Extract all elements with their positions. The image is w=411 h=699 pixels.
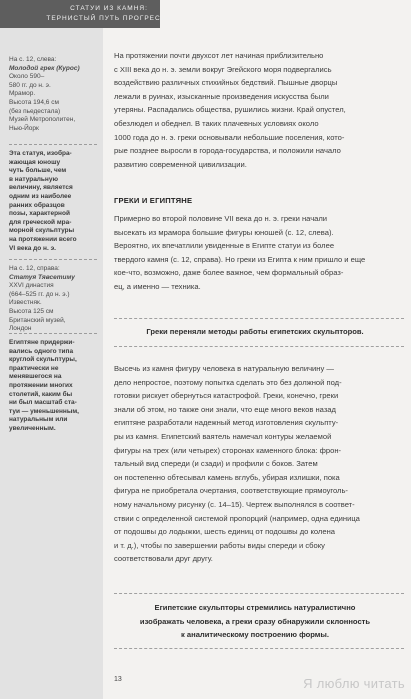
sidebar-divider (9, 144, 97, 145)
caption-left-photo: На с. 12, слева: Молодой грек (Курос) Около 590– 580 гг. до н. э. Мрамор. Высота 194,6 см (без пьедестала) Музей Метрополитен, Нью-Йорк (9, 56, 80, 132)
pull-quote-rule-bottom (114, 346, 404, 347)
page-number: 13 (114, 676, 122, 683)
paragraph-technique: Высечь из камня фигуру человека в натуральную величину — дело непростое, поэтому попытка сделать это без должной под- готовки рискует обернуться катастрофой. Греки, конечно, греки знали об этом, но также они знали, что еще много веков назад египтяне разработали надежный метод изготовления скульпту- ры из камня. Египетский ваятель намечал контуры желаемой фигуры на трех (или четырех) сторонах каменного блока: фрон- тальный вид спереди (и сзади) и профили с боков. Затем он постепенно обтесывал камень вглубь, убирая излишки, пока фигура не приобретала очертания, соответствующие прямоуголь- ному начальному рисунку (с. 14–15). Чертеж выполнялся в соответ- ствии с определенной системой пропорций (например, одна единица от подошвы до лодыжки, шесть единиц от подошвы до колена и т. д.), чтобы по завершении работы виды спереди и сбоку соответствовали друг другу. (114, 364, 360, 564)
sidebar-divider (9, 333, 97, 334)
pull-quote-2: Египетские скульпторы стремились натуралистично изображать человека, а греки сразу обнаружили склонность к аналитическому построению формы. (139, 603, 371, 640)
running-header-line2: ТЕРНИСТЫЙ ПУТЬ ПРОГРЕССА (46, 15, 172, 22)
pull-quote-1: Греки переняли методы работы египетских скульпторов. (146, 327, 364, 336)
section-heading: ГРЕКИ И ЕГИПТЯНЕ (114, 196, 193, 205)
sidebar-note-kouros: Эта статуя, изобра- жающая юношу чуть больше, чем в натуральную величину, является одним из наиболее ранних образцов позы, характерной для греческой мра- морной скульптуры на протяжении всего VI века до н. э. (9, 150, 77, 252)
pull-quote-rule-bottom (114, 648, 404, 649)
running-header-line1: СТАТУИ ИЗ КАМНЯ: (70, 5, 148, 12)
sidebar-note-egypt: Египтяне придержи- вались одного типа круглой скульптуры, практически не менявшегося на протяжении многих столетий, каким бы ни был масштаб ста- туи — уменьшенным, натуральным или увеличенным. (9, 339, 79, 432)
pull-quote-rule-top (114, 318, 404, 319)
paragraph-greeks-egyptians: Примерно во второй половине VII века до н. э. греки начали высекать из мрамора большие фигуры юношей (с. 12, слева). Вероятно, их впечатлили увиденные в Египте статуи из более твердого камня (с. 12, справа). Но греки из Египта к ним пришло и еще кое-что, возможно, даже более важное, чем формальный образ- ец, а именно — техника. (114, 214, 366, 291)
watermark: Я люблю читать (303, 676, 405, 691)
caption-right-photo: На с. 12, справа: Статуя Тявсетиму XXVI династия (664–525 гг. до н. э.) Известняк. Высота 125 см Британский музей, Лондон (9, 265, 75, 333)
paragraph-intro: На протяжении почти двухсот лет начиная приблизительно с XIII века до н. э. земли вокруг Эгейского моря подвергались воздействию различных стихийных бедствий. Пышные дворцы лежали в руинах, изысканные произведения искусства были утеряны. Распадались общества, рушились жизни. Край опустел, обезлюдел и обеднел. В таких плачевных условиях около 1000 года до н. э. греки основывали небольшие поселения, кото- рые позднее выросли в города-государства, и положили начало развитию современной цивилизации. (114, 51, 346, 169)
sidebar-divider (9, 259, 97, 260)
pull-quote-rule-top (114, 593, 404, 594)
